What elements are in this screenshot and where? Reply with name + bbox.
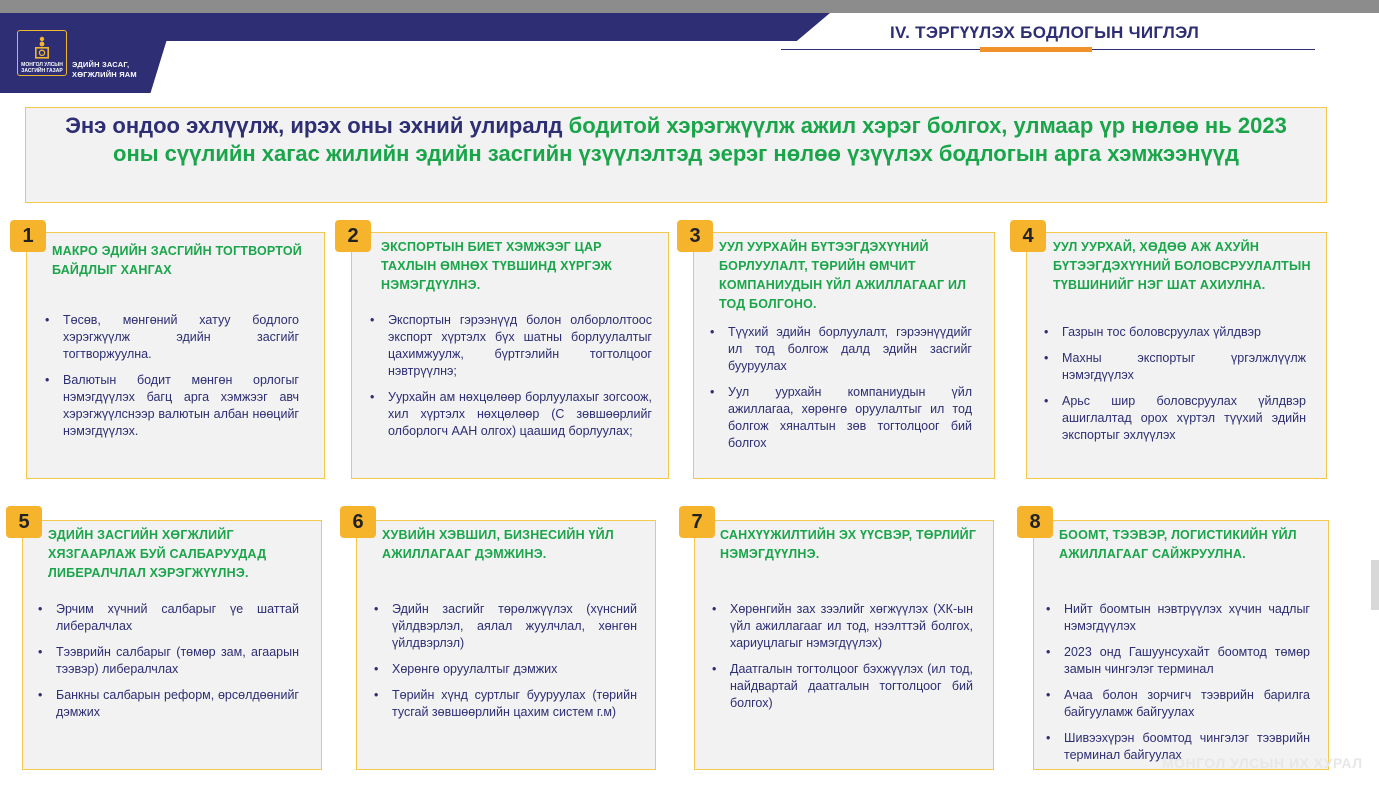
list-item: • 2023 онд Гашуунсухайт боомтод төмөр замын чингэлэг терминал: [1046, 644, 1310, 678]
card-title: УУЛ УУРХАЙН БҮТЭЭГДЭХҮҮНИЙ БОРЛУУЛАЛТ, ТӨРИЙН ӨМЧИТ КОМПАНИУДЫН ҮЙЛ АЖИЛЛАГААГ ИЛ ТОД БОЛГОНО.: [719, 240, 967, 311]
card-number-badge: 2: [335, 220, 371, 252]
list-item: • Нийт боомтын нэвтрүүлэх хүчин чадлыг нэмэгдүүлэх: [1046, 601, 1310, 635]
title-accent-bar: [980, 47, 1092, 52]
card-number-badge: 8: [1017, 506, 1053, 538]
card-list: [1046, 601, 1310, 773]
list-item: • Төсөв, мөнгөний хатуу бодлого хэрэгжүүлж эдийн засгийг тогтворжуулна.: [45, 312, 299, 363]
list-item: • Арьс шир боловсруулах үйлдвэр ашиглалтад орох хүртэл түүхий эдийн экспортыг эхлүүлэх: [1044, 393, 1306, 444]
top-bar: [0, 0, 1379, 13]
list-item: • Банкны салбарын реформ, өрсөлдөөнийг дэмжих: [38, 687, 299, 721]
card-title: ЭКСПОРТЫН БИЕТ ХЭМЖЭЭГ ЦАР ТАХЛЫН ӨМНӨХ ТҮВШИНД ХҮРГЭЖ НЭМЭГДҮҮЛНЭ.: [381, 240, 612, 292]
list-item: • Эдийн засгийг төрөлжүүлэх (хүнсний үйлдвэрлэл, аялал жуулчлал, хөнгөн үйлдвэрлэл): [374, 601, 637, 652]
card-number-badge: 7: [679, 506, 715, 538]
card-number-badge: 1: [10, 220, 46, 252]
card-title: МАКРО ЭДИЙН ЗАСГИЙН ТОГТВОРТОЙ БАЙДЛЫГ ХАНГАХ: [52, 244, 302, 277]
card-list: [1044, 324, 1306, 453]
list-item: • Түүхий эдийн борлуулалт, гэрээнүүдийг ил тод болгож далд эдийн засгийг бууруулах: [710, 324, 972, 375]
list-item: • Экспортын гэрээнүүд болон олборлолтоос экспорт хүртэлх бүх шатны борлуулалтыг цахимжуулж, бүртгэлийн тогтолцоог нэвтрүүлнэ;: [370, 312, 652, 380]
card-title: ЭДИЙН ЗАСГИЙН ХӨГЖЛИЙГ ХЯЗГААРЛАЖ БУЙ САЛБАРУУДАД ЛИБЕРАЛЧЛАЛ ХЭРЭГЖҮҮЛНЭ.: [48, 528, 267, 580]
card-list: [712, 601, 973, 721]
list-item: • Эрчим хүчний салбарыг үе шаттай либералчлах: [38, 601, 299, 635]
card-number-badge: 3: [677, 220, 713, 252]
headline-part-1: Энэ ондоо эхлүүлж, ирэх оны эхний улиралд: [65, 113, 569, 138]
list-item: • Тээврийн салбарыг (төмөр зам, агаарын тээвэр) либералчлах: [38, 644, 299, 678]
card-title: БООМТ, ТЭЭВЭР, ЛОГИСТИКИЙН ҮЙЛ АЖИЛЛАГААГ САЙЖРУУЛНА.: [1059, 528, 1297, 561]
card-title: УУЛ УУРХАЙ, ХӨДӨӨ АЖ АХУЙН БҮТЭЭГДЭХҮҮНИЙ БОЛОВСРУУЛАЛТЫН ТҮВШИНИЙГ НЭГ ШАТ АХИУЛНА.: [1053, 240, 1311, 292]
card-list: [374, 601, 637, 730]
list-item: • Валютын бодит мөнгөн орлогыг нэмэгдүүлэх багц арга хэмжээг авч хэрэгжүүлснээр валютын албан нөөцийг нэмэгдүүлэх.: [45, 372, 299, 440]
list-item: • Ачаа болон зорчигч тээврийн барилга байгууламж байгуулах: [1046, 687, 1310, 721]
headline: [40, 112, 1312, 168]
list-item: • Даатгалын тогтолцоог бэхжүүлэх (ил тод, найдвартай даатгалын тогтолцоог бий болгох): [712, 661, 973, 712]
list-item: • Төрийн хүнд суртлыг бууруулах (төрийн тусгай зөвшөөрлийн цахим систем г.м): [374, 687, 637, 721]
card-list: [45, 312, 299, 449]
card-title: САНХҮҮЖИЛТИЙН ЭХ ҮҮСВЭР, ТӨРЛИЙГ НЭМЭГДҮҮЛНЭ.: [720, 528, 977, 561]
scroll-edge: [1371, 560, 1379, 610]
page-title: IV. ТЭРГҮҮЛЭХ БОДЛОГЫН ЧИГЛЭЛ: [890, 23, 1200, 42]
card-number-badge: 6: [340, 506, 376, 538]
watermark: МОНГОЛ УЛСЫН ИХ ХУРАЛ: [1162, 755, 1363, 771]
logo-text: МОНГОЛ УЛСЫН ЗАСГИЙН ГАЗАР: [21, 62, 63, 74]
ministry-name: ЭДИЙН ЗАСАГ, ХӨГЖЛИЙН ЯАМ: [72, 60, 137, 79]
headline-part-2: бодитой хэрэгжүүлж ажил хэрэг болгох, улмаар үр нөлөө нь 2023 оны сүүлийн хагас жилийн эдийн засгийн үзүүлэлтэд эерэг нөлөө үзүүлэх бодлогын арга хэмжээнүүд: [113, 113, 1287, 166]
list-item: • Газрын тос боловсруулах үйлдвэр: [1044, 324, 1306, 341]
list-item: • Шивээхүрэн боомтод чингэлэг тээврийн терминал байгуулах: [1046, 730, 1310, 764]
list-item: • Уул уурхайн компаниудын үйл ажиллагаа, хөрөнгө оруулалтыг ил тод болгож хяналтын зөв тогтолцоог бий болгох: [710, 384, 972, 452]
card-title: ХУВИЙН ХЭВШИЛ, БИЗНЕСИЙН ҮЙЛ АЖИЛЛАГААГ ДЭМЖИНЭ.: [382, 528, 614, 561]
list-item: • Уурхайн ам нөхцөлөөр борлуулахыг зогсоож, хил хүртэлх нөхцөлөөр (С зөвшөөрлийг олборлогч ААН олгох) цаашид борлуулах;: [370, 389, 652, 440]
card-list: [38, 601, 299, 730]
list-item: • Махны экспортыг үргэлжлүүлж нэмэгдүүлэх: [1044, 350, 1306, 384]
card-number-badge: 5: [6, 506, 42, 538]
list-item: • Хөрөнгө оруулалтыг дэмжих: [374, 661, 637, 678]
soyombo-icon: [33, 36, 51, 60]
card-list: [710, 324, 972, 461]
card-number-badge: 4: [1010, 220, 1046, 252]
list-item: • Хөрөнгийн зах зээлийг хөгжүүлэх (ХК-ын үйл ажиллагааг ил тод, нээлттэй болгох, хариуцлагыг нэмэгдүүлэх): [712, 601, 973, 652]
card-list: [370, 312, 652, 449]
